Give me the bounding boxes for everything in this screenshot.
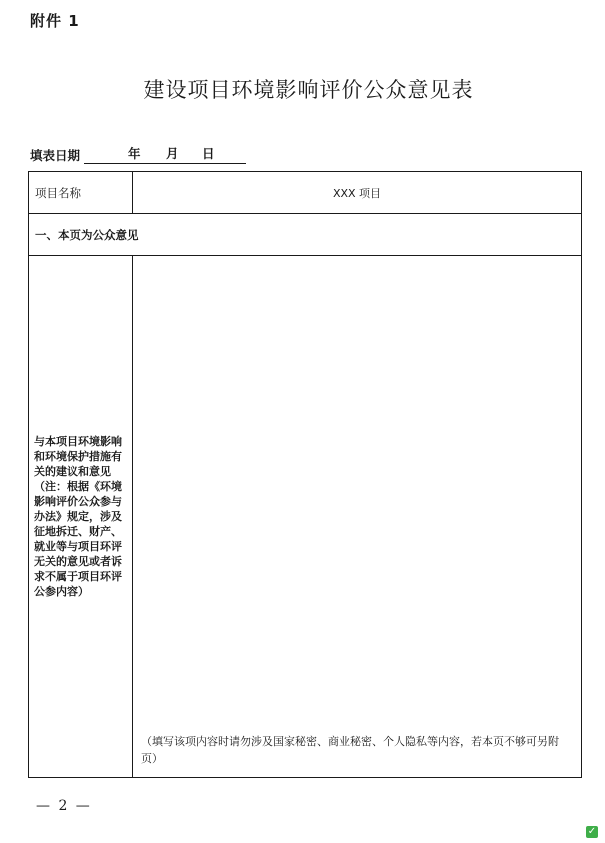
section-header: 一、本页为公众意见 (29, 214, 581, 256)
month-unit: 月 (166, 146, 179, 161)
date-field (30, 146, 246, 164)
date-label: 填表日期 (30, 148, 81, 163)
opinion-note: （填写该项内容时请勿涉及国家秘密、商业秘密、个人隐私等内容，若本页不够可另附页） (141, 735, 559, 765)
opinion-label-cell (29, 256, 133, 777)
opinion-table (28, 171, 582, 778)
project-name-label: 项目名称 (29, 172, 133, 213)
project-name-value[interactable]: XXX 项目 (332, 186, 382, 200)
opinion-label: 与本项目环境影响和环境保护措施有关的建议和意见（注：根据《环境影响评价公众参与办法》规定，涉及征地拆迁、财产、就业等与项目环评无关的意见或者诉求不属于项目环评公参内容） (34, 435, 122, 598)
green-badge-icon: ✓ (587, 826, 597, 837)
year-unit: 年 (128, 146, 141, 161)
opinion-input-area[interactable] (133, 256, 581, 777)
page-number: — 2 — (36, 798, 92, 814)
opinion-row (29, 256, 581, 777)
document-title: 建设项目环境影响评价公众意见表 (143, 78, 474, 102)
date-fill-line[interactable] (84, 146, 246, 164)
annex-label: 附件 1 (30, 12, 80, 30)
day-unit: 日 (202, 146, 215, 161)
project-name-row (29, 172, 581, 214)
